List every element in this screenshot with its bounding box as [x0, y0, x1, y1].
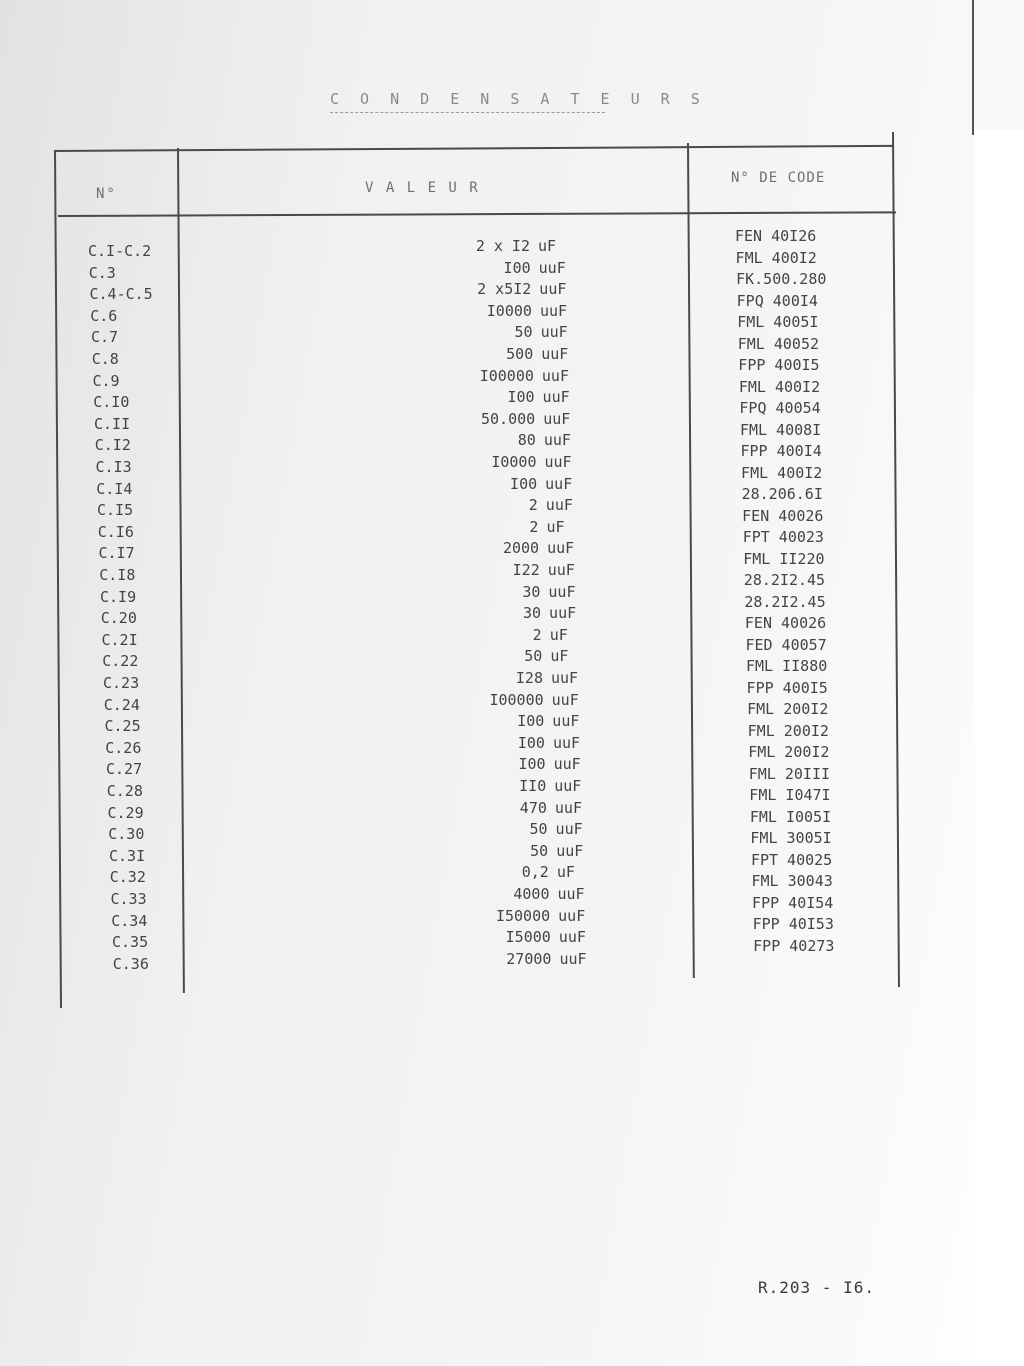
row-code: FML 4005I — [737, 313, 819, 331]
row-code: FPT 40025 — [750, 850, 833, 869]
row-value: 2 x I2 — [475, 237, 530, 255]
row-code: FPT 40023 — [742, 528, 824, 546]
row-number: C.I3 — [95, 458, 132, 476]
row-unit: uuF — [542, 388, 570, 407]
row-unit: uuF — [549, 604, 577, 623]
row-code: FML I047I — [749, 786, 831, 804]
row-unit: uuF — [548, 582, 576, 601]
row-value: I5000 — [505, 928, 551, 947]
row-value: I22 — [512, 561, 540, 579]
row-number: C.34 — [111, 911, 148, 930]
row-number: C.27 — [106, 760, 143, 779]
row-code: FEN 40I26 — [735, 227, 817, 245]
row-unit: uuF — [541, 345, 569, 363]
row-number: C.8 — [91, 350, 119, 368]
row-code: FPP 40I54 — [752, 893, 834, 912]
row-number: C.30 — [108, 825, 145, 844]
row-value: 50 — [530, 841, 549, 860]
row-code: FML 400I2 — [741, 463, 823, 482]
row-unit: uuF — [552, 712, 580, 731]
row-number: C.22 — [102, 652, 139, 671]
row-code: 28.206.6I — [741, 485, 823, 503]
row-value: 4000 — [513, 885, 550, 903]
row-code: FML 400I2 — [738, 377, 821, 396]
row-code: FPP 40I53 — [752, 915, 834, 933]
row-number: C.I8 — [99, 566, 136, 584]
row-value: 30 — [522, 582, 541, 601]
row-number: C.25 — [104, 717, 141, 736]
row-code: FPP 400I5 — [738, 356, 820, 374]
row-code: FEN 40026 — [744, 614, 827, 632]
table-top-border — [54, 145, 894, 152]
document-title: C O N D E N S A T E U R S — [330, 90, 605, 113]
row-unit: uuF — [554, 798, 582, 817]
row-code: FML II220 — [743, 549, 825, 568]
row-number: C.I9 — [100, 587, 137, 606]
row-unit: uuF — [543, 409, 571, 428]
row-value: 2 — [532, 625, 542, 644]
row-unit: uuF — [559, 949, 587, 968]
row-value: 50 — [529, 820, 548, 839]
row-number: C.33 — [110, 890, 147, 908]
row-code: FPQ 40054 — [739, 399, 821, 417]
row-unit: uuF — [547, 539, 575, 558]
row-number: C.23 — [103, 674, 140, 692]
row-value: I00 — [510, 474, 538, 493]
row-code: 28.2I2.45 — [743, 571, 826, 589]
row-code: FML 4008I — [739, 420, 822, 439]
row-number: C.3I — [109, 846, 146, 865]
row-number: C.2I — [101, 630, 138, 649]
row-number: C.9 — [92, 371, 120, 390]
row-unit: uuF — [551, 690, 579, 709]
row-number: C.28 — [106, 782, 143, 800]
row-value: I00 — [507, 388, 535, 407]
row-value: I00 — [518, 755, 546, 774]
row-unit: uuF — [557, 885, 585, 903]
row-unit: uuF — [547, 561, 575, 579]
row-unit: uuF — [543, 431, 571, 450]
row-number: C.20 — [100, 609, 137, 628]
row-value: I00 — [517, 733, 545, 752]
table-header-divider — [58, 211, 896, 217]
row-value: 50 — [524, 647, 543, 666]
row-unit: uuF — [552, 733, 581, 752]
row-value: 50.000 — [481, 409, 536, 428]
row-code: FML 20III — [748, 764, 831, 783]
row-code: FPQ 400I4 — [736, 291, 818, 310]
row-number: C.3 — [88, 263, 116, 282]
row-number: C.II — [94, 414, 131, 433]
row-number: C.36 — [112, 954, 149, 973]
row-value: 27000 — [506, 949, 552, 968]
row-number: C.I7 — [98, 544, 135, 563]
row-code: FML II880 — [746, 657, 828, 675]
row-unit: uuF — [553, 755, 581, 774]
row-number: C.I2 — [94, 436, 131, 455]
row-value: 2 — [528, 496, 538, 515]
table-left-border — [54, 150, 62, 1008]
row-value: I28 — [515, 669, 543, 687]
row-value: 80 — [517, 431, 536, 450]
page-edge-line — [972, 0, 974, 135]
row-value: I0000 — [491, 453, 537, 471]
table-right-border — [892, 132, 900, 987]
table-divider-1 — [177, 148, 185, 993]
header-num: N° — [96, 186, 117, 202]
row-number: C.I-C.2 — [88, 242, 152, 260]
row-unit: uF — [556, 863, 575, 882]
header-valeur: V A L E U R — [365, 180, 480, 196]
page-edge-margin — [975, 130, 1024, 1366]
row-number: C.4-C.5 — [89, 285, 153, 304]
row-code: FML 400I2 — [735, 248, 817, 267]
row-number: C.26 — [105, 738, 142, 757]
row-value: 2 x5I2 — [477, 280, 532, 299]
row-value: I00000 — [479, 366, 534, 385]
row-unit: uuF — [541, 366, 569, 385]
row-number: C.6 — [90, 306, 118, 325]
row-unit: uuF — [539, 301, 568, 320]
row-unit: uuF — [539, 280, 567, 299]
row-value: 2000 — [502, 539, 540, 558]
row-code: 28.2I2.45 — [744, 592, 826, 611]
row-number: C.29 — [107, 803, 144, 822]
row-unit: uuF — [558, 906, 586, 925]
row-code: FML 30043 — [751, 872, 833, 890]
row-unit: uF — [538, 237, 557, 255]
row-unit: uuF — [554, 777, 582, 795]
row-unit: uF — [546, 517, 565, 536]
row-value: I00000 — [489, 690, 544, 709]
row-value: I50000 — [495, 906, 551, 925]
table-divider-2 — [687, 143, 695, 978]
row-value: 470 — [519, 798, 547, 817]
row-code: FML I005I — [749, 807, 832, 826]
row-value: 50 — [514, 323, 533, 342]
row-code: FML 3005I — [750, 829, 832, 847]
row-value: 0,2 — [521, 863, 549, 882]
row-value: I00 — [517, 712, 545, 731]
row-code: FML 40052 — [737, 334, 820, 353]
row-code: FML 200I2 — [747, 721, 829, 740]
row-number: C.I6 — [97, 522, 134, 541]
row-value: I0000 — [486, 301, 532, 320]
row-value: II0 — [519, 777, 547, 795]
row-number: C.I4 — [96, 479, 133, 498]
page-reference: R.203 - I6. — [758, 1278, 875, 1297]
row-code: FML 200I2 — [748, 743, 830, 761]
row-number: C.7 — [91, 328, 119, 347]
row-unit: uuF — [544, 453, 572, 471]
row-number: C.35 — [112, 933, 149, 952]
row-code: FED 40057 — [745, 635, 827, 654]
row-value: 500 — [506, 345, 534, 363]
row-code: FML 200I2 — [747, 700, 829, 718]
row-unit: uuF — [558, 928, 586, 947]
row-unit: uuF — [555, 820, 583, 839]
header-code: N° DE CODE — [731, 170, 826, 186]
row-value: 2 — [529, 517, 539, 536]
row-unit: uuF — [551, 669, 579, 687]
row-unit: uuF — [540, 323, 568, 342]
row-code: FK.500.280 — [736, 270, 827, 288]
row-unit: uuF — [545, 496, 573, 515]
row-number: C.24 — [103, 695, 140, 714]
row-number: C.32 — [109, 868, 146, 887]
row-unit: uuF — [538, 258, 566, 277]
row-unit: uF — [550, 647, 569, 666]
row-code: FPP 400I5 — [746, 678, 828, 697]
row-code: FPP 400I4 — [740, 442, 822, 460]
row-unit: uF — [549, 625, 568, 644]
row-unit: uuF — [545, 474, 573, 493]
row-number: C.I5 — [97, 501, 134, 520]
row-number: C.I0 — [93, 393, 130, 412]
row-unit: uuF — [556, 841, 584, 860]
row-code: FPP 40273 — [753, 936, 835, 955]
row-value: 30 — [522, 604, 542, 623]
row-value: I00 — [503, 258, 531, 277]
row-code: FEN 40026 — [742, 506, 824, 525]
